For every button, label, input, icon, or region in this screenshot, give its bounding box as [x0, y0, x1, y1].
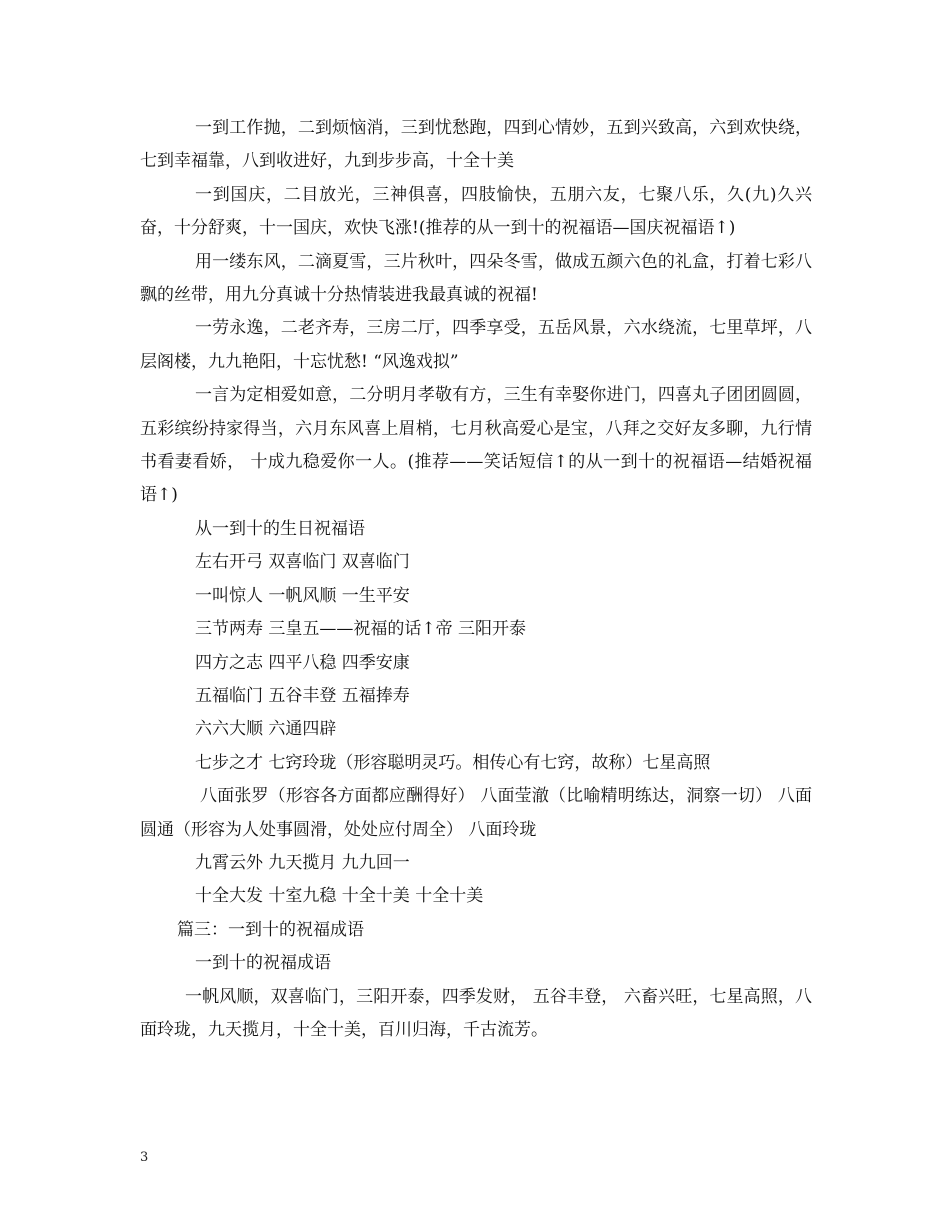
idiom-line: 六六大顺 六通四辟: [195, 719, 337, 740]
idiom-line: 三节两寿 三皇五——祝福的话↑帝 三阳开泰: [195, 619, 527, 640]
idiom-line: 八面张罗（形容各方面都应酬得好） 八面莹澈（比喻精明练达，洞察一切） 八面圆通（形容为人处事圆滑，处处应付周全） 八面玲珑: [140, 786, 812, 840]
idiom-line: 七步之才 七窍玲珑（形容聪明灵巧。相传心有七窍，故称）七星高照: [195, 752, 711, 773]
paragraph-final: 一帆风顺，双喜临门，三阳开泰，四季发财， 五谷丰登， 六畜兴旺，七星高照，八面玲珑，九天揽月，十全十美，百川归海，千古流芳。: [140, 986, 812, 1040]
idiom-line: 九霄云外 九天揽月 九九回一: [195, 852, 410, 873]
idiom-line: 五福临门 五谷丰登 五福捧寿: [195, 685, 410, 706]
idiom-line: 一叫惊人 一帆风顺 一生平安: [195, 585, 410, 606]
idiom-line: 左右开弓 双喜临门 双喜临门: [195, 552, 410, 573]
paragraph-1: 一到工作抛，二到烦恼消，三到忧愁跑，四到心情妙，五到兴致高，六到欢快绕，七到幸福靠，八到收进好，九到步步高，十全十美: [140, 118, 812, 172]
idiom-line: 十全大发 十室九稳 十全十美 十全十美: [195, 886, 484, 907]
page-number: 3: [140, 1150, 149, 1165]
section-heading-birthday: 从一到十的生日祝福语: [195, 518, 365, 539]
idiom-line: 四方之志 四平八稳 四季安康: [195, 652, 410, 673]
paragraph-3: 用一缕东风，二滴夏雪，三片秋叶，四朵冬雪，做成五颜六色的礼盒，打着七彩八飘的丝带，用九分真诚十分热情装进我最真诚的祝福!: [140, 251, 812, 306]
section-heading: 篇三：一到十的祝福成语: [177, 919, 364, 940]
page-content: [140, 112, 812, 1047]
paragraph-4: 一劳永逸，二老齐寿，三房二厅，四季享受，五岳风景，六水绕流，七里草坪，八层阁楼，九九艳阳，十忘忧愁! “风逸戏拟”: [140, 318, 812, 372]
paragraph-2: 一到国庆，二目放光，三神俱喜，四肢愉快，五朋六友，七聚八乐，久(九)久兴奋，十分舒爽，十一国庆，欢快飞涨!(推荐的从一到十的祝福语—国庆祝福语↑): [140, 184, 812, 239]
subheading: 一到十的祝福成语: [195, 953, 331, 974]
paragraph-5: 一言为定相爱如意，二分明月孝敬有方，三生有幸娶你进门，四喜丸子团团圆圆，五彩缤纷持家得当，六月东风喜上眉梢，七月秋高爱心是宝，八拜之交好友多聊，九行情书看妻看娇， 十成九稳爱你一人。(推荐——笑话短信↑的从一到十的祝福语—结婚祝福语↑): [140, 385, 812, 506]
